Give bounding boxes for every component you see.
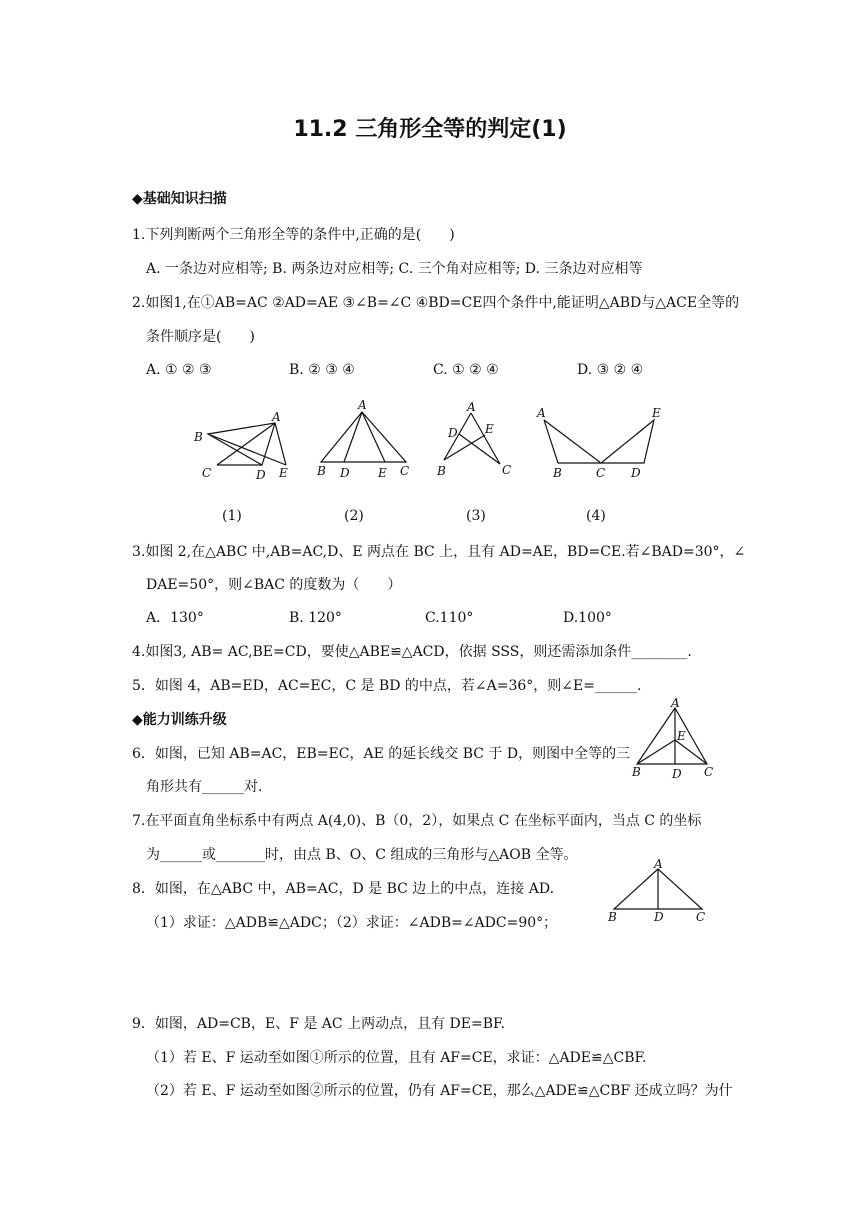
q1-stem: 1.下列判断两个三角形全等的条件中,正确的是( ): [132, 227, 455, 243]
fig4-label-B: B: [553, 466, 562, 480]
q2-option-b: B. ② ③ ④: [289, 362, 355, 378]
q8-label-B: B: [608, 910, 617, 924]
q4-text: 4.如图3, AB= AC,BE=CD，要使△ABE≌△ACD，依据 SSS，则还需添加条件________.: [132, 644, 692, 660]
fig3-label-D: D: [448, 426, 458, 440]
q6-label-E: E: [677, 729, 686, 743]
fig3-label-C: C: [502, 463, 512, 477]
q6-stem-cont: 角形共有______对.: [146, 779, 263, 795]
q8-stem: 8．如图，在△ABC 中，AB=AC，D 是 BC 边上的中点，连接 AD.: [132, 881, 555, 897]
q2-option-c: C. ① ② ④: [433, 362, 499, 378]
q3-option-d: D.100°: [563, 610, 612, 626]
fig3-label-E: E: [485, 422, 494, 436]
fig4-label-C: C: [596, 466, 606, 480]
fig2-label-B: B: [317, 464, 326, 478]
section-basic: ◆基础知识扫描: [132, 191, 227, 207]
page-title: 11.2 三角形全等的判定(1): [293, 117, 567, 142]
section-advanced: ◆能力训练升级: [132, 712, 227, 728]
q6-label-D: D: [672, 767, 682, 780]
q3-stem: 3.如图 2,在△ABC 中,AB=AC,D、E 两点在 BC 上，且有 AD=AE，BD=CE.若∠BAD=30°，∠: [132, 544, 746, 560]
figure-3-diagram: [436, 400, 511, 478]
q2-stem-cont: 条件顺序是( ): [146, 329, 255, 345]
q8-label-C: C: [696, 910, 706, 924]
fig2-label-D: D: [340, 466, 350, 480]
q1-options: A. 一条边对应相等; B. 两条边对应相等; C. 三个角对应相等; D. 三条边对应相等: [146, 261, 643, 277]
figure-1-caption: (1): [222, 508, 242, 524]
fig2-label-E: E: [378, 466, 387, 480]
figures-q2: [180, 395, 680, 490]
q9-sub1: （1）若 E、F 运动至如图①所示的位置，且有 AF=CE，求证：△ADE≌△CBF.: [146, 1050, 647, 1066]
figure-2-caption: (2): [344, 508, 364, 524]
fig1-label-B: B: [194, 430, 203, 444]
q3-stem-cont: DAE=50°，则∠BAC 的度数为（ ）: [146, 577, 402, 593]
q3-option-b: B. 120°: [289, 610, 342, 626]
fig2-label-C: C: [400, 464, 410, 478]
q5-text: 5．如图 4，AB=ED，AC=EC，C 是 BD 的中点，若∠A=36°，则∠E=______.: [132, 678, 642, 694]
q6-label-A: A: [671, 698, 680, 710]
q2-option-a: A. ① ② ③: [146, 362, 212, 378]
figure-4-diagram: [536, 406, 661, 480]
fig1-label-A: A: [272, 410, 281, 424]
q8-figure: [604, 855, 716, 927]
fig3-label-A: A: [467, 400, 476, 414]
q2-option-d: D. ③ ② ④: [577, 362, 644, 378]
q8-label-A: A: [654, 857, 663, 871]
fig1-label-C: C: [202, 466, 212, 480]
fig4-label-A: A: [537, 406, 546, 420]
q9-stem: 9．如图，AD=CB，E、F 是 AC 上两动点，且有 DE=BF.: [132, 1016, 505, 1032]
figure-2-diagram: [316, 398, 409, 480]
q6-label-B: B: [632, 765, 641, 779]
q6-stem: 6．如图，已知 AB=AC，EB=EC，AE 的延长线交 BC 于 D，则图中全等的三: [132, 746, 631, 762]
figure-3-caption: (3): [466, 508, 486, 524]
q8-label-D: D: [654, 910, 664, 924]
fig4-label-E: E: [652, 406, 661, 420]
fig3-label-B: B: [437, 464, 446, 478]
fig1-label-E: E: [279, 466, 288, 480]
q6-figure: [625, 698, 725, 780]
fig2-label-A: A: [358, 398, 367, 412]
q7-stem: 7.在平面直角坐标系中有两点 A(4,0)、B（0，2），如果点 C 在坐标平面内，当点 C 的坐标: [132, 813, 702, 829]
q8-sub: （1）求证：△ADB≌△ADC；（2）求证：∠ADB=∠ADC=90°；: [146, 915, 558, 931]
q2-stem: 2.如图1,在①AB=AC ②AD=AE ③∠B=∠C ④BD=CE四个条件中,能证明△ABD与△ACE全等的: [132, 295, 740, 311]
q3-option-a: A．130°: [146, 610, 204, 626]
fig4-label-D: D: [631, 466, 641, 480]
figure-1-diagram: [193, 410, 288, 482]
fig1-label-D: D: [256, 468, 266, 482]
q9-sub2: （2）若 E、F 运动至如图②所示的位置，仍有 AF=CE，那么△ADE≌△CBF 还成立吗？为什: [146, 1083, 733, 1099]
q7-stem-cont: 为______或_______时，由点 B、O、C 组成的三角形与△AOB 全等。: [146, 847, 578, 863]
q3-option-c: C.110°: [425, 610, 474, 626]
figure-4-caption: (4): [586, 508, 606, 524]
q6-label-C: C: [704, 765, 714, 779]
